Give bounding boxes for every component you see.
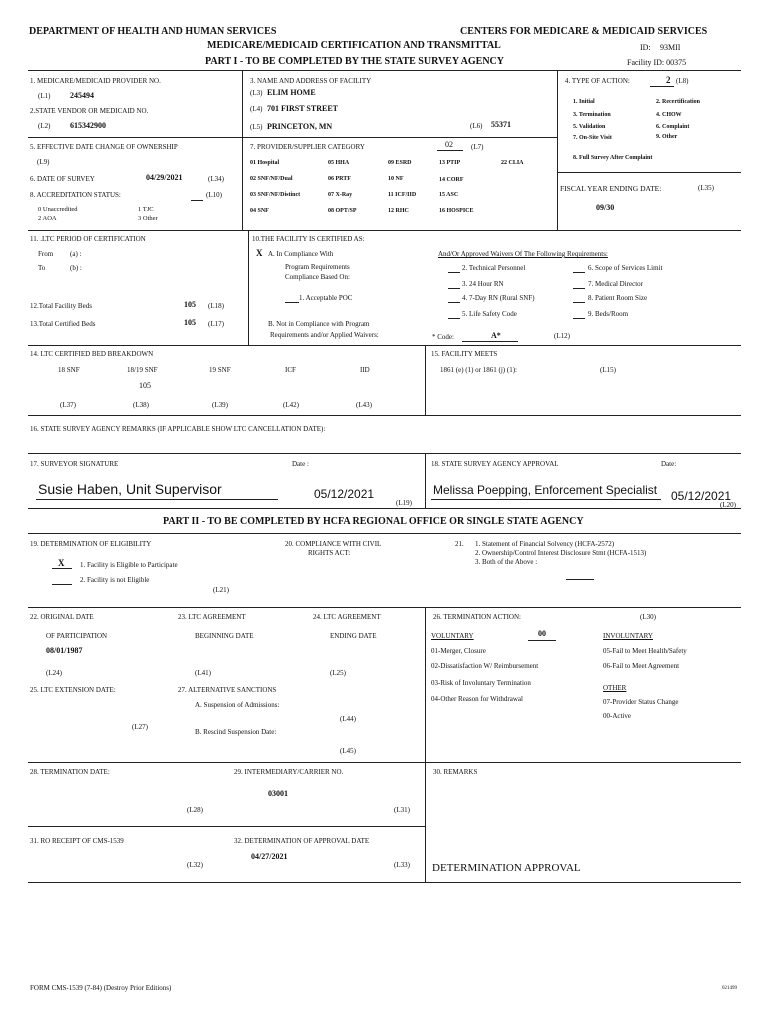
l6-code: (L6)	[470, 122, 483, 130]
underline	[573, 288, 585, 289]
eligible-x-mark: X	[58, 558, 65, 568]
fiscal-value: 09/30	[596, 203, 615, 212]
certified-beds: 105	[184, 318, 196, 327]
f13-label: 13.Total Certified Beds	[30, 320, 96, 328]
facility-id: Facility ID: 00375	[627, 58, 687, 67]
cat-12: 12 RHC	[388, 208, 409, 214]
accr-3: 3 Other	[138, 215, 158, 222]
underline	[650, 86, 674, 87]
rule	[28, 533, 741, 534]
program-req: Program Requirements	[285, 263, 350, 271]
waiver-8: 8. Patient Room Size	[588, 294, 648, 302]
bed-col-iid: IID	[360, 366, 370, 374]
waiver-3: 3. 24 Hour RN	[462, 280, 504, 288]
underline	[448, 272, 460, 273]
f15-code: (L15)	[600, 366, 616, 374]
f23-code: (L41)	[195, 669, 211, 677]
opt-recert: 2. Recertification	[656, 99, 700, 105]
cat-01: 01 Hospital	[250, 160, 280, 166]
involuntary-heading: INVOLUNTARY	[603, 632, 653, 640]
cat-03: 03 SNF/NF/Distinct	[250, 192, 301, 198]
invol-06: 06-Fail to Meet Agreement	[603, 662, 680, 670]
opt-validation: 5. Validation	[573, 124, 606, 130]
compliance-a: A. In Compliance With	[268, 250, 334, 258]
accr-2: 2 AOA	[38, 215, 57, 222]
f28-label: 28. TERMINATION DATE:	[30, 768, 110, 776]
provider-number: 245494	[70, 91, 94, 100]
cat-05: 05 HHA	[328, 160, 350, 166]
from-label: From	[38, 250, 54, 258]
f21-s1: 1. Statement of Financial Solvency (HCFA-2572)	[475, 540, 615, 548]
f12-label: 12.Total Facility Beds	[30, 302, 92, 310]
f32-label: 32. DETERMINATION OF APPROVAL DATE	[234, 837, 370, 845]
cat-13: 13 PTIP	[439, 160, 461, 166]
rule	[242, 70, 243, 230]
rule	[28, 453, 741, 454]
f27-a: A. Suspension of Admissions:	[195, 701, 280, 709]
f31-code: (L32)	[187, 861, 203, 869]
waiver-7: 7. Medical Director	[588, 280, 644, 288]
f26-label: 26. TERMINATION ACTION:	[433, 613, 521, 621]
acceptable-poc: 1. Acceptable POC	[299, 294, 353, 302]
waiver-2: 2. Technical Personnel	[462, 264, 526, 272]
surveyor-signature: Susie Haben, Unit Supervisor	[38, 481, 222, 497]
l4-code: (L4)	[250, 105, 263, 113]
bed-col-18snf: 18 SNF	[58, 366, 80, 374]
rule	[28, 607, 741, 608]
f24-label: 24. LTC AGREEMENT	[313, 613, 381, 621]
l3-code: (L3)	[250, 89, 263, 97]
underline	[448, 318, 460, 319]
termination-value: 00	[538, 629, 546, 638]
rule	[248, 230, 249, 345]
f20-label-2: RIGHTS ACT:	[308, 549, 351, 557]
facility-zip: 55371	[491, 120, 511, 129]
rule	[557, 70, 558, 230]
underline	[52, 584, 72, 585]
f4-code: (L8)	[676, 77, 689, 85]
category-value: 02	[445, 140, 453, 149]
f2-label: 2.STATE VENDOR OR MEDICAID NO.	[30, 107, 149, 115]
approval-date-value: 04/27/2021	[251, 852, 288, 861]
rule	[425, 762, 426, 882]
f16-label: 16. STATE SURVEY AGENCY REMARKS (IF APPLICABLE SHOW LTC CANCELLATION DATE):	[30, 425, 326, 433]
underline	[573, 318, 585, 319]
id-value: 93MII	[660, 43, 681, 52]
f7-code: (L7)	[471, 143, 484, 151]
f5-code: (L9)	[37, 158, 50, 166]
f25-code: (L27)	[132, 723, 148, 731]
facility-street: 701 FIRST STREET	[267, 104, 338, 113]
f22-sub: OF PARTICIPATION	[46, 632, 108, 640]
remarks-value: DETERMINATION APPROVAL	[432, 862, 581, 874]
facility-name: ELIM HOME	[267, 88, 316, 97]
cms-title: CENTERS FOR MEDICARE & MEDICAID SERVICES	[460, 26, 708, 37]
f8-code: (L10)	[206, 191, 222, 199]
rule	[28, 70, 741, 71]
bed-code-l37: (L37)	[60, 401, 76, 409]
waivers-heading: And/Or Approved Waivers Of The Following Requirements:	[438, 250, 608, 258]
facility-city: PRINCETON, MN	[267, 122, 333, 131]
f23-sub: BEGINNING DATE	[195, 632, 254, 640]
bed-value-1819snf: 105	[139, 381, 151, 390]
underline	[448, 288, 460, 289]
eligible-option: 1. Facility is Eligible to Participate	[80, 561, 178, 569]
rule	[425, 453, 426, 508]
f27-b: B. Rescind Suspension Date:	[195, 728, 277, 736]
f11-label: 11. .LTC PERIOD OF CERTIFICATION	[30, 235, 146, 243]
underline	[528, 640, 556, 641]
f26-code: (L30)	[640, 613, 656, 621]
underline	[573, 302, 585, 303]
bed-code-l43: (L43)	[356, 401, 372, 409]
f7-label: 7. PROVIDER/SUPPLIER CATEGORY	[250, 143, 365, 151]
f17-label: 17. SURVEYOR SIGNATURE	[30, 460, 119, 468]
f22-code: (L24)	[46, 669, 62, 677]
underline	[191, 200, 203, 201]
vol-04: 04-Other Reason for Withdrawal	[431, 695, 523, 703]
noncompliance-b: B. Not in Compliance with Program	[268, 320, 370, 328]
f19-code: (L21)	[213, 586, 229, 594]
underline	[573, 272, 585, 273]
bed-col-1819snf: 18/19 SNF	[127, 366, 158, 374]
cat-02: 02 SNF/NF/Dual	[250, 176, 293, 182]
noncompliance-b2: Requirements and/or Applied Waivers:	[270, 331, 379, 339]
bed-code-l39: (L39)	[212, 401, 228, 409]
vol-01: 01-Merger, Closure	[431, 647, 486, 655]
id-label: ID:	[640, 43, 651, 52]
rule	[28, 762, 741, 763]
f13-code: (L17)	[208, 320, 224, 328]
action-type-value: 2	[666, 75, 671, 85]
not-eligible-option: 2. Facility is not Eligible	[80, 576, 150, 584]
cat-16: 16 HOSPICE	[439, 208, 474, 214]
form-footer: FORM CMS-1539 (7-84) (Destroy Prior Editions)	[30, 984, 172, 992]
opt-other: 9. Other	[656, 134, 678, 140]
f17-code: (L19)	[396, 499, 412, 507]
cat-11: 11 ICF/IID	[388, 192, 417, 198]
opt-chow: 4. CHOW	[656, 112, 682, 118]
rule	[425, 345, 426, 415]
surveyor-date: 05/12/2021	[314, 487, 375, 501]
survey-date: 04/29/2021	[146, 173, 183, 182]
accr-0: 0 Unaccredited	[38, 206, 78, 213]
program-based: Compliance Based On:	[285, 273, 350, 281]
approval-signature: Melissa Poepping, Enforcement Specialist	[433, 483, 658, 497]
fiscal-label: FISCAL YEAR ENDING DATE:	[560, 184, 662, 193]
f31-label: 31. RO RECEIPT OF CMS-1539	[30, 837, 124, 845]
cat-04: 04 SNF	[250, 208, 269, 214]
opt-full-survey: 8. Full Survey After Complaint	[573, 155, 653, 161]
f6-code: (L34)	[208, 175, 224, 183]
dept-title: DEPARTMENT OF HEALTH AND HUMAN SERVICES	[29, 26, 277, 37]
f15-label: 15. FACILITY MEETS	[431, 350, 498, 358]
f21-s3: 3. Both of the Above :	[475, 558, 538, 566]
f1-label: 1. MEDICARE/MEDICAID PROVIDER NO.	[30, 77, 161, 85]
accr-1: 1 TJC	[138, 206, 154, 213]
opt-complaint: 6. Complaint	[656, 124, 690, 130]
rule	[557, 172, 741, 173]
f18-code: (L20)	[720, 501, 736, 509]
waiver-6: 6. Scope of Services Limit	[588, 264, 663, 272]
underline	[52, 568, 72, 569]
total-beds: 105	[184, 300, 196, 309]
voluntary-heading: VOLUNTARY	[431, 632, 474, 640]
cat-07: 07 X-Ray	[328, 192, 353, 198]
footer-code: 021499	[722, 986, 737, 991]
rule	[28, 508, 741, 509]
waiver-9: 9. Beds/Room	[588, 310, 629, 318]
compliance-x-mark: X	[256, 248, 263, 258]
other-00: 00-Active	[603, 712, 631, 720]
f14-label: 14. LTC CERTIFIED BED BREAKDOWN	[30, 350, 154, 358]
fiscal-code: (L35)	[698, 184, 714, 192]
other-heading: OTHER	[603, 684, 627, 692]
approval-date: 05/12/2021	[671, 489, 732, 503]
rule	[425, 607, 426, 762]
f1-code: (L1)	[38, 92, 51, 100]
f24-sub: ENDING DATE	[330, 632, 377, 640]
cat-06: 06 PRTF	[328, 176, 351, 182]
rule	[28, 345, 741, 346]
vol-03: 03-Risk of Involuntary Termination	[431, 679, 531, 687]
f29-label: 29. INTERMEDIARY/CARRIER NO.	[234, 768, 344, 776]
rule	[28, 137, 557, 138]
other-07: 07-Provider Status Change	[603, 698, 679, 706]
rule	[28, 882, 741, 883]
f19-label: 19. DETERMINATION OF ELIGIBILITY	[30, 540, 152, 548]
vol-02: 02-Dissatisfaction W/ Reimbursement	[431, 662, 539, 670]
rule	[28, 826, 425, 827]
part2-title: PART II - TO BE COMPLETED BY HCFA REGIONAL OFFICE OR SINGLE STATE AGENCY	[163, 516, 584, 527]
f32-code: (L33)	[394, 861, 410, 869]
cat-14: 14 CORF	[439, 177, 464, 183]
underline	[462, 341, 518, 342]
waiver-5: 5. Life Safety Code	[462, 310, 517, 318]
cat-15: 15 ASC	[439, 192, 459, 198]
f29-code: (L31)	[394, 806, 410, 814]
form-title: MEDICARE/MEDICAID CERTIFICATION AND TRANSMITTAL	[207, 40, 501, 51]
f17-date-label: Date :	[292, 460, 309, 468]
f15-text: 1861 (e) (1) or 1861 (j) (1):	[440, 366, 517, 374]
f6-label: 6. DATE OF SURVEY	[30, 175, 95, 183]
l5-code: (L5)	[250, 123, 263, 131]
from-a: (a) :	[70, 250, 82, 258]
f21-number: 21.	[455, 540, 464, 548]
bed-col-icf: ICF	[285, 366, 296, 374]
bed-col-19snf: 19 SNF	[209, 366, 231, 374]
f27-label: 27. ALTERNATIVE SANCTIONS	[178, 686, 277, 694]
cat-09: 09 ESRD	[388, 160, 412, 166]
original-date: 08/01/1987	[46, 646, 83, 655]
to-label: To	[38, 264, 46, 272]
code-l12: (L12)	[554, 332, 570, 340]
vendor-number: 615342900	[70, 121, 106, 130]
bed-code-l38: (L38)	[133, 401, 149, 409]
rule	[28, 415, 741, 416]
f27-a-code: (L44)	[340, 715, 356, 723]
invol-05: 05-Fail to Meet Health/Safety	[603, 647, 687, 655]
f2-code: (L2)	[38, 122, 51, 130]
f18-label: 18. STATE SURVEY AGENCY APPROVAL	[431, 460, 559, 468]
f27-b-code: (L45)	[340, 747, 356, 755]
f20-label-1: 20. COMPLIANCE WITH CIVIL	[285, 540, 382, 548]
f21-s2: 2. Ownership/Control Interest Disclosure Stmt (HCFA-1513)	[475, 549, 647, 557]
to-b: (b) :	[70, 264, 82, 272]
f23-label: 23. LTC AGREEMENT	[178, 613, 246, 621]
rule	[28, 230, 741, 231]
underline	[448, 302, 460, 303]
underline	[437, 150, 463, 151]
f22-label: 22. ORIGINAL DATE	[30, 613, 94, 621]
part1-title: PART I - TO BE COMPLETED BY THE STATE SURVEY AGENCY	[205, 56, 504, 67]
f8-label: 8. ACCREDITATION STATUS:	[30, 191, 121, 199]
f18-date-label: Date:	[661, 460, 677, 468]
f10-label: 10.THE FACILITY IS CERTIFIED AS:	[252, 235, 365, 243]
opt-onsite: 7. On-Site Visit	[573, 135, 612, 141]
cat-22: 22 CLIA	[501, 160, 524, 166]
f5-label: 5. EFFECTIVE DATE CHANGE OF OWNERSHIP	[30, 143, 178, 151]
f30-label: 30. REMARKS	[433, 768, 478, 776]
f4-label: 4. TYPE OF ACTION:	[565, 77, 630, 85]
underline	[36, 499, 278, 500]
bed-code-l42: (L42)	[283, 401, 299, 409]
f25-label: 25. LTC EXTENSION DATE:	[30, 686, 116, 694]
cat-08: 08 OPT/SP	[328, 208, 357, 214]
waiver-4: 4. 7-Day RN (Rural SNF)	[462, 294, 535, 302]
f24-code: (L25)	[330, 669, 346, 677]
underline	[566, 579, 594, 580]
underline	[431, 499, 661, 500]
f12-code: (L18)	[208, 302, 224, 310]
code-label: * Code:	[432, 333, 454, 341]
intermediary-number: 03001	[268, 789, 288, 798]
underline	[285, 302, 299, 303]
f3-label: 3. NAME AND ADDRESS OF FACILITY	[250, 77, 372, 85]
opt-termination: 3. Termination	[573, 112, 611, 118]
cat-10: 10 NF	[388, 176, 404, 182]
opt-initial: 1. Initial	[573, 99, 595, 105]
f28-code: (L28)	[187, 806, 203, 814]
code-value: A*	[491, 331, 501, 340]
